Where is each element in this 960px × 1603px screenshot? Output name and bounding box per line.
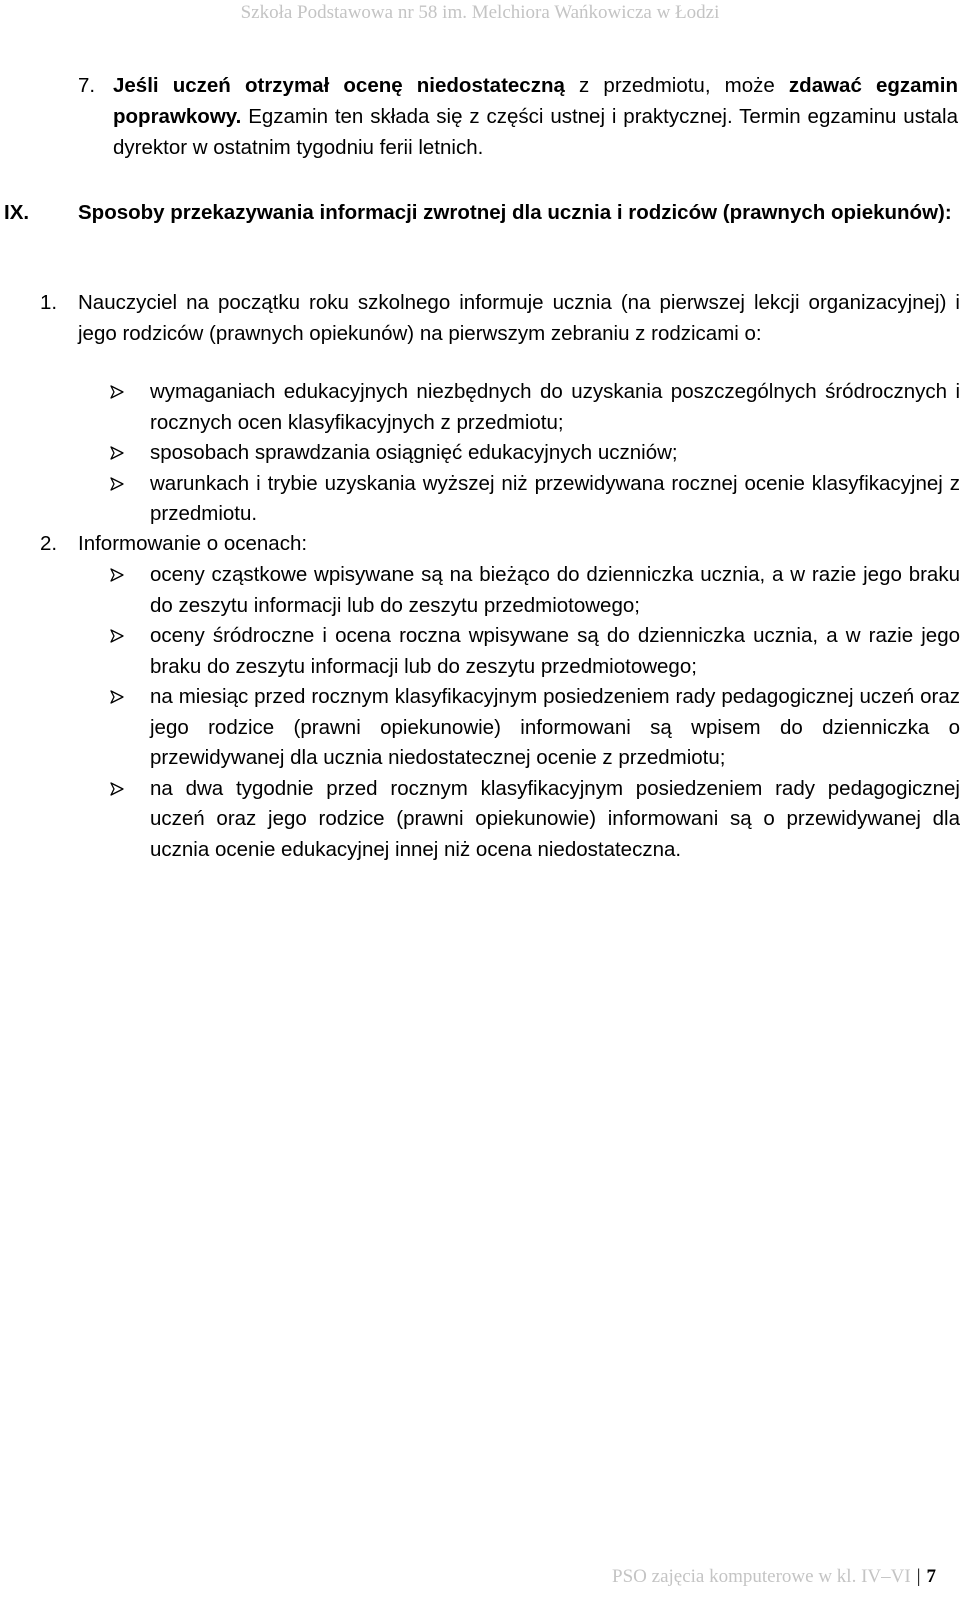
list-item <box>110 469 960 530</box>
plain-phrase: z przedmiotu, może <box>564 74 789 97</box>
list-item-text: na miesiąc przed rocznym klasyfikacyjnym posiedzeniem rady pedagogicznej uczeń oraz jego rodzice (prawni opiekunowie) informowani są wpisem do dzienniczka o przewidywanej dla ucznia niedostatecznej ocenie z przedmiotu; <box>150 685 960 769</box>
arrow-bullet-icon <box>110 629 124 643</box>
bold-phrase: zdawać egzamin poprawkowy. <box>113 74 958 128</box>
list-item-text: warunkach i trybie uzyskania wyższej niż przewidywana rocznej ocenie klasyfikacyjnej z przedmiotu. <box>150 471 960 525</box>
list-item <box>110 560 960 621</box>
arrow-bullet-icon <box>110 385 124 399</box>
list-item-text: oceny śródroczne i ocena roczna wpisywane są do dzienniczka ucznia, a w razie jego braku do zeszytu informacji lub do zeszytu przedmiotowego; <box>150 624 960 678</box>
arrow-bullet-icon <box>110 446 124 460</box>
section-number: IX. <box>4 201 30 224</box>
item-number: 7. <box>78 74 96 97</box>
footer-text: PSO zajęcia komputerowe w kl. IV–VI <box>612 1566 911 1587</box>
list-item-text: wymaganiach edukacyjnych niezbędnych do uzyskania poszczególnych śródrocznych i rocznych ocen klasyfikacyjnych z przedmiotu; <box>150 380 960 434</box>
list-item <box>110 774 960 866</box>
bold-phrase: Jeśli uczeń otrzymał ocenę niedostateczną <box>113 74 565 97</box>
page-header: Szkoła Podstawowa nr 58 im. Melchiora Wańkowicza w Łodzi <box>240 2 720 23</box>
list-item-text: na dwa tygodnie przed rocznym klasyfikacyjnym posiedzeniem rady pedagogicznej uczeń oraz jego rodzice (prawni opiekunowie) informowani są o przewidywanej dla ucznia ocenie edukacyjnej innej niż ocena niedostateczna. <box>150 776 960 861</box>
arrow-bullet-icon <box>110 690 124 704</box>
list-item <box>110 682 960 774</box>
list-item-text: sposobach sprawdzania osiągnięć edukacyjnych uczniów; <box>150 441 678 464</box>
point-number: 1. <box>40 291 58 314</box>
plain-phrase: Egzamin ten składa się z części ustnej i praktycznej. Termin egzaminu ustala dyrektor w ostatnim tygodniu ferii letnich. <box>113 105 958 159</box>
point-text: Informowanie o ocenach: <box>78 532 308 555</box>
point-2 <box>40 529 960 560</box>
list-item <box>110 438 960 469</box>
footer-separator: | <box>916 1566 921 1587</box>
bullet-list <box>110 560 960 865</box>
list-item-7 <box>78 70 958 163</box>
list-item-text: oceny cząstkowe wpisywane są na bieżąco do dzienniczka ucznia, a w razie jego braku do zeszytu informacji lub do zeszytu przedmiotowego; <box>150 563 960 617</box>
item-text <box>113 70 958 163</box>
section-heading <box>4 197 960 228</box>
point-number: 2. <box>40 532 58 555</box>
section-title: Sposoby przekazywania informacji zwrotnej dla ucznia i rodziców (prawnych opiekunów): <box>78 201 952 224</box>
page-footer <box>612 1564 936 1590</box>
arrow-bullet-icon <box>110 782 124 796</box>
arrow-bullet-icon <box>110 477 124 491</box>
point-text: Nauczyciel na początku roku szkolnego informuje ucznia (na pierwszej lekcji organizacyjnej) i jego rodziców (prawnych opiekunów) na pierwszym zebraniu z rodzicami o: <box>78 291 960 345</box>
list-item <box>110 621 960 682</box>
list-item <box>110 377 960 438</box>
page-number: 7 <box>926 1566 936 1587</box>
point-1 <box>40 288 960 349</box>
bullet-list <box>110 377 960 530</box>
arrow-bullet-icon <box>110 568 124 582</box>
